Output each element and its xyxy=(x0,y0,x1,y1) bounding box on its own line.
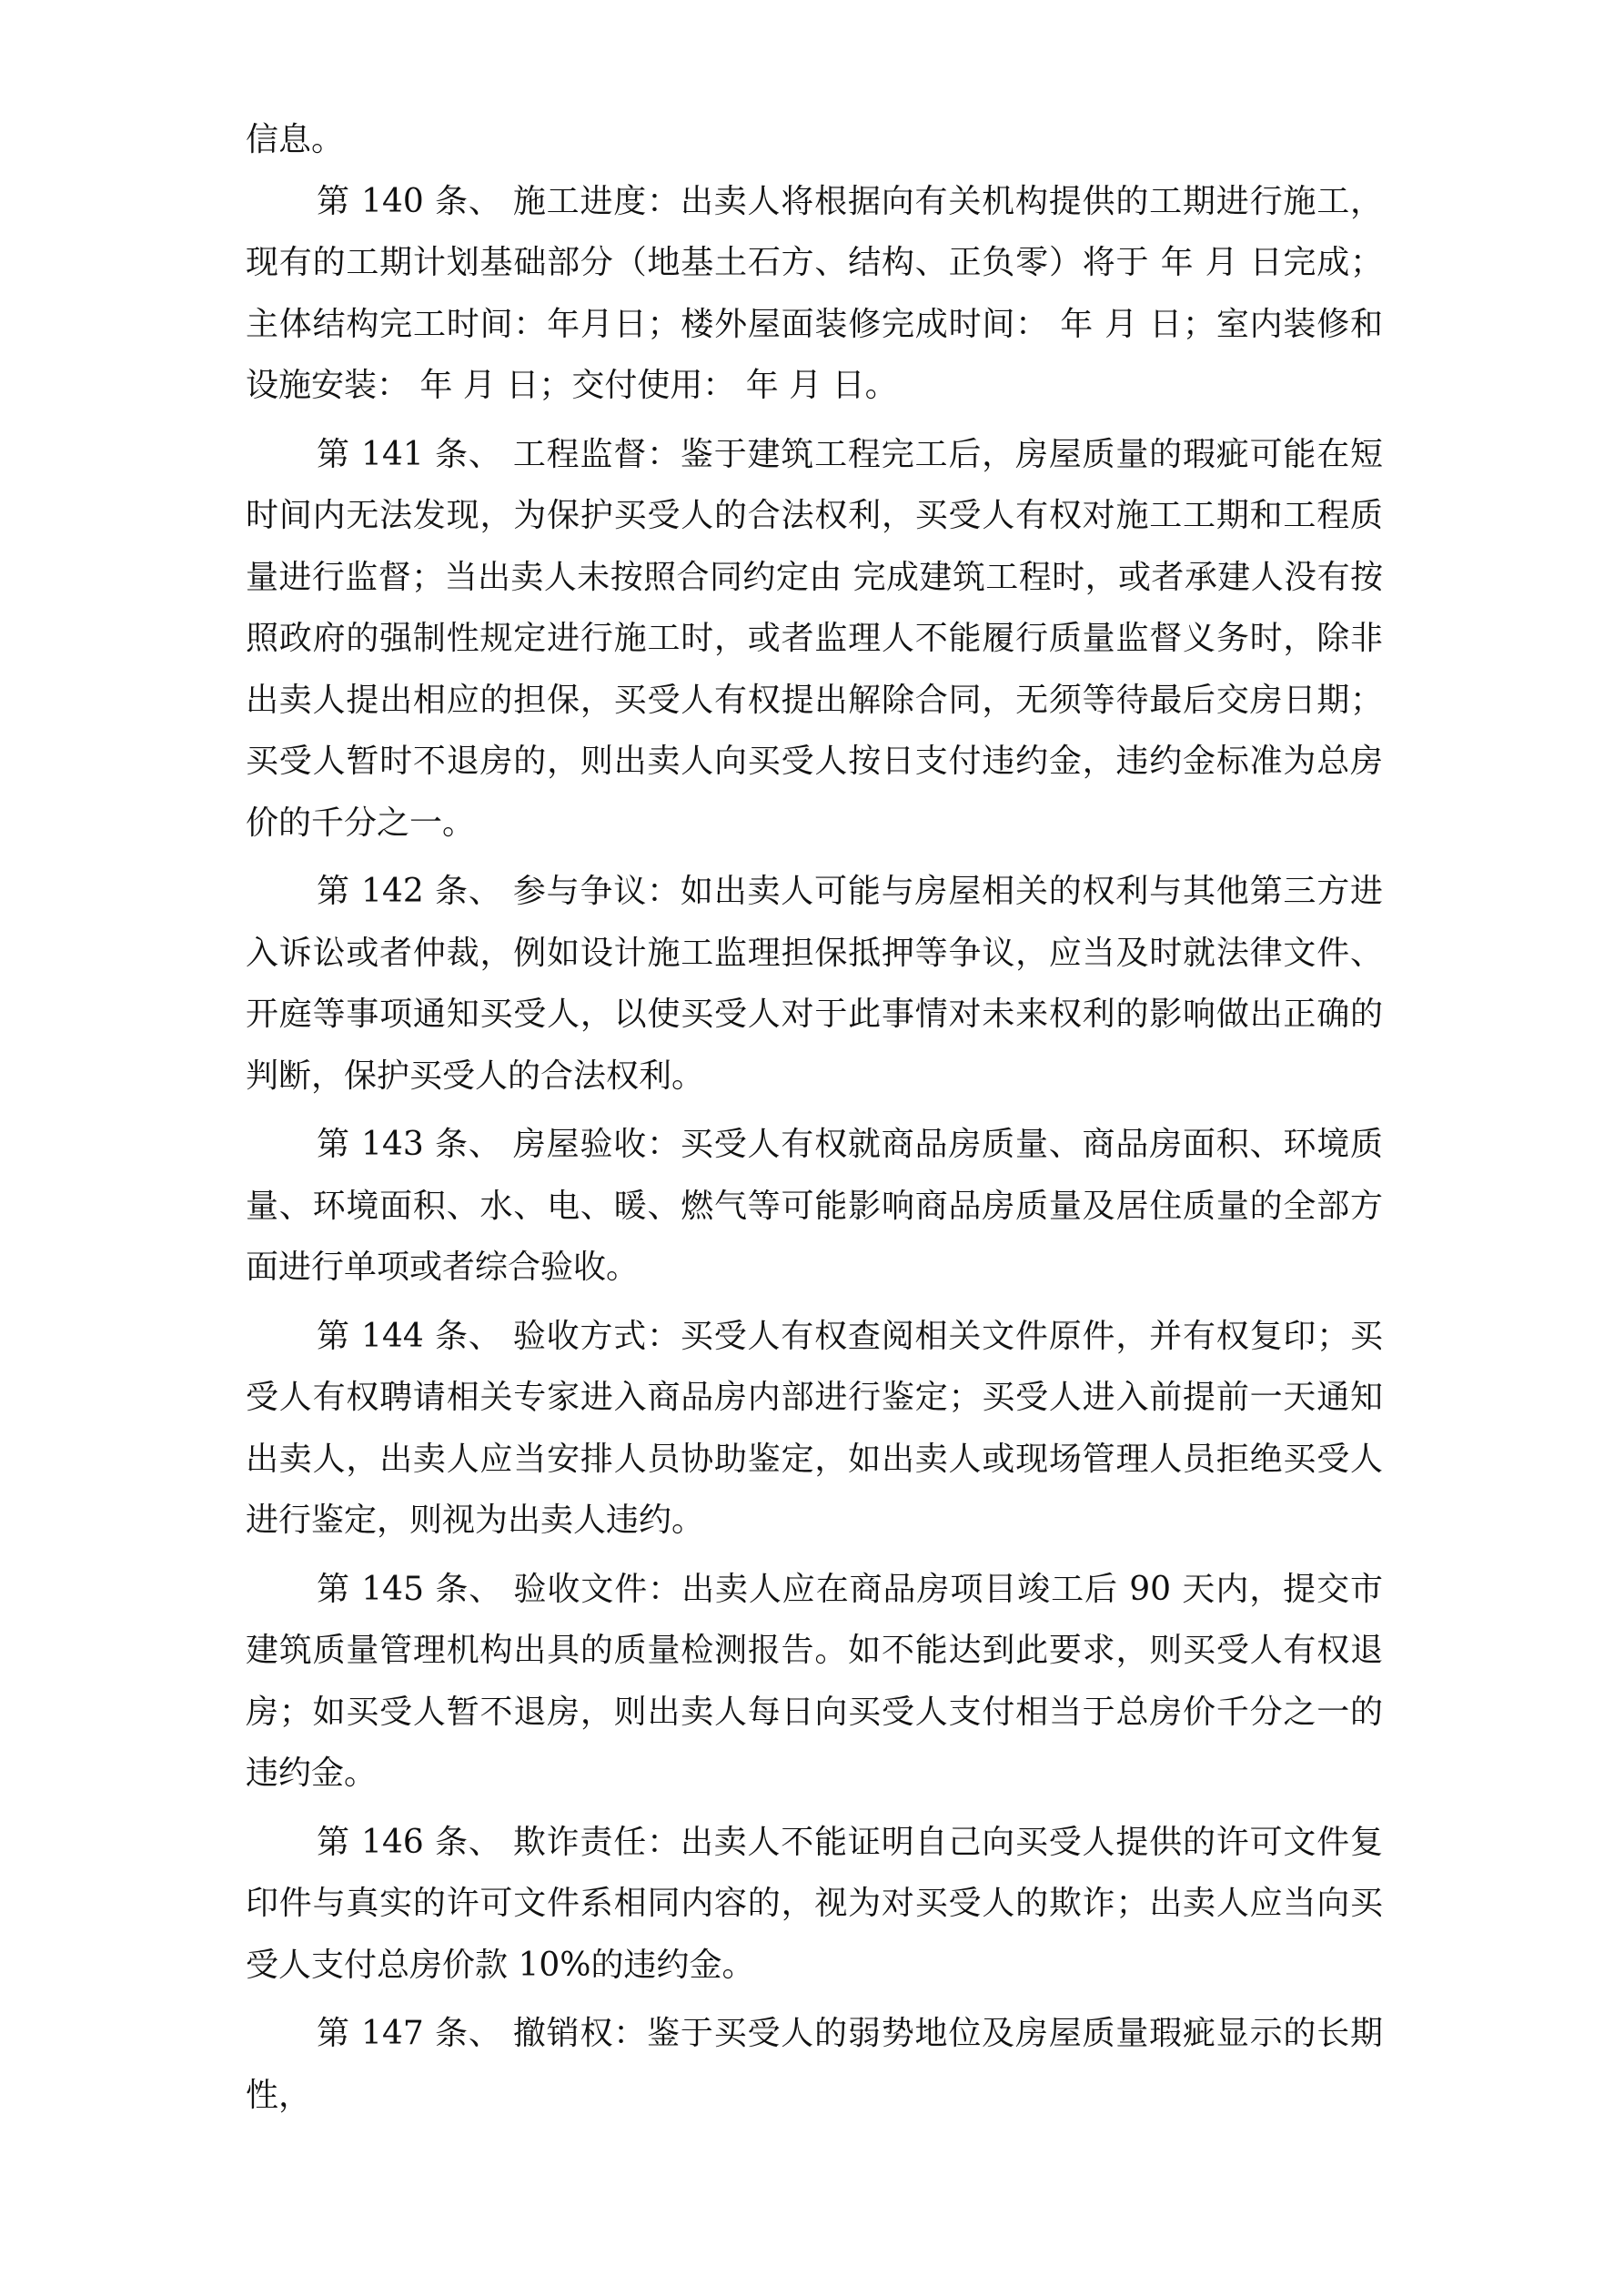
article-144-acceptance-method: 第 144 条、 验收方式：买受人有权查阅相关文件原件，并有权复印；买受人有权聘请相关专家进入商品房内部进行鉴定；买受人进入前提前一天通知出卖人，出卖人应当安排人员协助鉴定，如出卖人或现场管理人员拒绝买受人进行鉴定，则视为出卖人违约。 xyxy=(246,1317,1383,1539)
article-146-fraud-liability: 第 146 条、 欺诈责任：出卖人不能证明自己向买受人提供的许可文件复印件与真实的许可文件系相同内容的，视为对买受人的欺诈；出卖人应当向买受人支付总房价款 10%的违约金。 xyxy=(246,1823,1383,1984)
document-page xyxy=(246,109,1383,2126)
article-145-acceptance-documents: 第 145 条、 验收文件：出卖人应在商品房项目竣工后 90 天内，提交市建筑质量管理机构出具的质量检测报告。如不能达到此要求，则买受人有权退房；如买受人暂不退房，则出卖人每日向买受人支付相当于总房价千分之一的违约金。 xyxy=(246,1570,1383,1792)
article-140-construction-progress: 第 140 条、 施工进度：出卖人将根据向有关机构提供的工期进行施工，现有的工期计划基础部分（地基土石方、结构、正负零）将于 年 月 日完成；主体结构完工时间：年月日；楼外屋面装修完成时间： 年 月 日；室内装修和设施安装： 年 月 日；交付使用： 年 月 日。 xyxy=(246,182,1383,404)
article-147-right-of-revocation: 第 147 条、 撤销权：鉴于买受人的弱势地位及房屋质量瑕疵显示的长期性， xyxy=(246,2015,1383,2114)
paragraph-continuation: 信息。 xyxy=(246,121,345,158)
article-143-house-acceptance: 第 143 条、 房屋验收：买受人有权就商品房质量、商品房面积、环境质量、环境面积、水、电、暖、燃气等可能影响商品房质量及居住质量的全部方面进行单项或者综合验收。 xyxy=(246,1126,1383,1286)
article-142-dispute-participation: 第 142 条、 参与争议：如出卖人可能与房屋相关的权利与其他第三方进入诉讼或者仲裁，例如设计施工监理担保抵押等争议，应当及时就法律文件、开庭等事项通知买受人，以使买受人对于此事情对未来权利的影响做出正确的判断，保护买受人的合法权利。 xyxy=(246,873,1383,1095)
article-141-project-supervision: 第 141 条、 工程监督：鉴于建筑工程完工后，房屋质量的瑕疵可能在短时间内无法发现，为保护买受人的合法权利，买受人有权对施工工期和工程质量进行监督；当出卖人未按照合同约定由 完成建筑工程时，或者承建人没有按照政府的强制性规定进行施工时，或者监理人不能履行质量监督义务时，除非出卖人提出相应的担保，买受人有权提出解除合同，无须等待最后交房日期；买受人暂时不退房的，则出卖人向买受人按日支付违约金，违约金标准为总房价的千分之一。 xyxy=(246,435,1383,842)
